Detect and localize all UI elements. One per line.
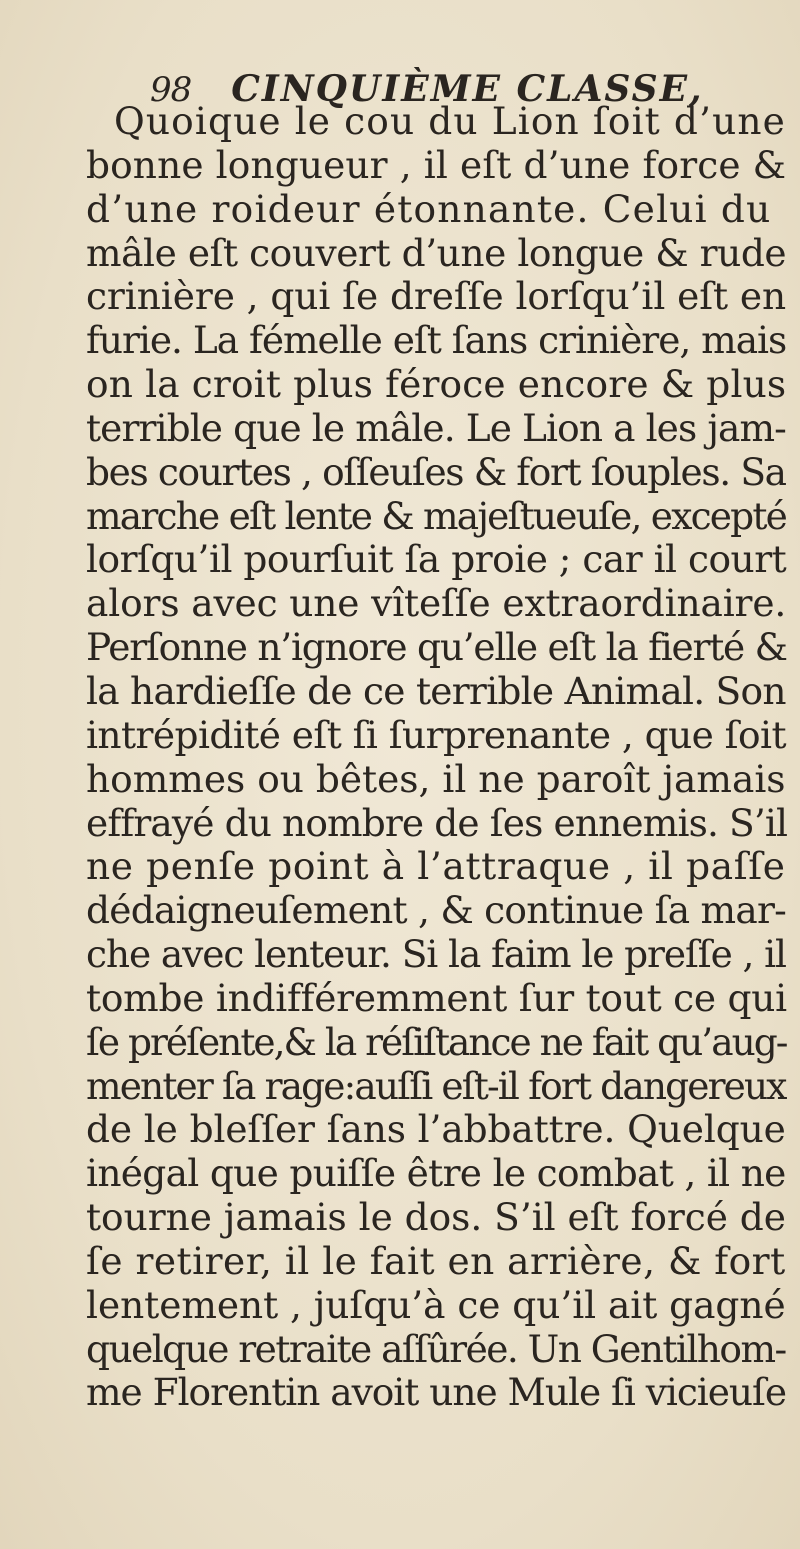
text-line: me Florentin avoit une Mule ſi vicieuſe (86, 1370, 787, 1415)
text-line: inégal que puiſſe être le combat , il ne (86, 1151, 786, 1196)
text-line: ſe préſente,& la réſiſtance ne fait qu’aug- (86, 1019, 787, 1064)
text-line: marche eſt lente & majeſtueuſe, excepté (86, 493, 787, 538)
text-line: d’une roideur étonnante. Celui du (86, 186, 772, 231)
text-line: lorſqu’il pourſuit ſa proie ; car il court (86, 537, 787, 582)
text-line: bonne longueur , il eſt d’une force & (86, 142, 787, 187)
text-line: quelque retraite aſſûrée. Un Gentilhom- (86, 1326, 786, 1371)
text-line: Perſonne n’ignore qu’elle eſt la fierté & (86, 625, 787, 670)
text-line: on la croit plus féroce encore & plus (86, 362, 787, 407)
text-line: mâle eſt couvert d’une longue & rude (86, 230, 787, 275)
text-line: menter ſa rage:auſſi eſt-il fort dangereux (86, 1063, 786, 1108)
text-line: de le bleſſer ſans l’abbattre. Quelque (86, 1107, 786, 1152)
page-number: 98 (150, 70, 192, 110)
text-line: terrible que le mâle. Le Lion a les jam- (86, 405, 786, 450)
text-line: tombe indifféremment ſur tout ce qui (86, 975, 787, 1020)
text-line: hommes ou bêtes, il ne paroît jamais (86, 756, 786, 801)
text-line: tourne jamais le dos. S’il eſt forcé de (86, 1195, 786, 1240)
text-line: ſe retirer, il le fait en arrière, & fort (86, 1238, 786, 1283)
text-line: crinière , qui ſe dreſſe lorſqu’il eſt en (86, 274, 787, 319)
text-line: ne penſe point à l’attraque , il paſſe (86, 844, 786, 889)
text-line: furie. La fémelle eſt ſans crinière, mais (86, 318, 787, 363)
text-line: dédaigneuſement , & continue ſa mar- (86, 888, 787, 933)
text-line: intrépidité eſt ſi ſurprenante , que ſoit (86, 712, 786, 757)
running-head: CINQUIÈME CLASSE, (231, 68, 704, 110)
text-line: alors avec une vîteſſe extraordinaire. (86, 581, 787, 626)
text-line: effrayé du nombre de ſes ennemis. S’il (86, 800, 788, 845)
text-line: Quoique le cou du Lion ſoit d’une (114, 99, 786, 143)
text-line: lentement , juſqu’à ce qu’il ait gagné (86, 1282, 786, 1327)
text-line: bes courtes , oſſeuſes & fort ſouples. Sa (86, 449, 786, 494)
text-line: la hardieſſe de ce terrible Animal. Son (86, 668, 786, 713)
body-text (86, 100, 786, 1415)
text-line: che avec lenteur. Si la faim le preſſe , il (86, 932, 786, 977)
